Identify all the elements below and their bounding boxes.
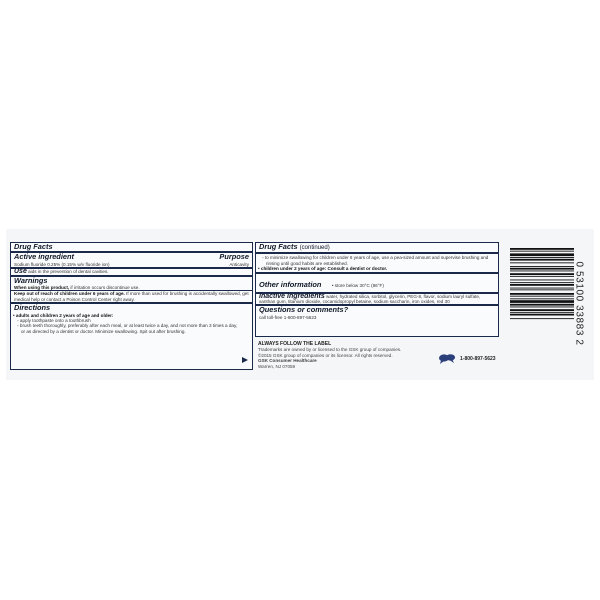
barcode-bar <box>510 312 574 313</box>
company-name-text: GSK Consumer Healthcare <box>258 358 317 364</box>
barcode-bar <box>510 307 574 308</box>
barcode-bar <box>510 304 574 306</box>
keep-out-bold: Keep out of reach of children under 6 years of age. <box>14 291 125 297</box>
purpose-text: Anticavity <box>229 261 249 267</box>
warnings-heading: Warnings <box>14 275 48 285</box>
barcode-bar <box>510 298 574 299</box>
continued-title-text: Drug Facts <box>259 242 298 251</box>
barcode-bar <box>510 266 574 267</box>
inactive-heading: Inactive ingredients <box>259 292 325 300</box>
barcode-bar <box>510 282 574 283</box>
active-ingredient-header-row <box>11 253 252 261</box>
inactive-text: water, hydrated silica, sorbitol, glycerin, PEG-8, flavor, sodium lauryl sulfate, xanthan gum, titanium dioxide, cocamidopropyl betaine, sodium saccharin, iron oxides, red 30 <box>259 293 481 305</box>
barcode-bar <box>510 293 574 295</box>
company-address: Warren, NJ 07059 <box>258 363 296 369</box>
drug-facts-continued-box <box>255 242 499 337</box>
use-text: aids in the prevention of dental cavities. <box>28 269 109 275</box>
continued-suffix: (continued) <box>299 245 330 251</box>
phone-number: 1-800-897-5623 <box>460 356 496 362</box>
keep-out-line <box>11 291 252 302</box>
barcode-digits <box>574 238 584 368</box>
children-under-2: • children under 2 years of age: Consult a dentist or doctor. <box>258 266 388 272</box>
barcode-bar <box>510 257 574 258</box>
drug-facts-title: Drug Facts <box>14 242 53 251</box>
keep-out-text: If more than used for brushing is accidentally swallowed, get medical help or contact a Poison Control Center right away. <box>14 291 249 302</box>
barcode-bar <box>510 253 574 256</box>
directions-heading: Directions <box>14 303 51 313</box>
drug-facts-continued-title <box>256 243 498 252</box>
when-using-text: if irritation occurs discontinue use. <box>70 285 140 291</box>
barcode-bar <box>510 259 574 261</box>
label-panel <box>6 229 594 380</box>
barcode-bar <box>510 318 574 319</box>
questions-heading: Questions or comments? <box>259 305 349 315</box>
other-info-heading: Other information <box>259 279 322 289</box>
section-rule <box>256 272 498 274</box>
continued-direction: ◦ to minimize swallowing for children under 6 years of age, use a pea-sized amount and supervise brushing and rinsing until good habits are established. <box>262 255 489 266</box>
barcode-bar <box>510 273 574 275</box>
active-ingredient-text: Sodium fluoride 0.25% (0.15% w/v fluoride ion) <box>14 261 110 267</box>
when-using-bold: When using this product, <box>14 285 70 291</box>
speech-bubbles-icon <box>438 353 456 365</box>
barcode-bar <box>510 296 574 297</box>
trademark-line-1: Trademarks are owned by or licensed to the GSK group of companies. <box>258 347 402 352</box>
directions-step-2: ◦ brush teeth thoroughly, preferably after each meal, or at least twice a day, and not more than 3 times a day, or as directed by a dentist or doctor. Minimize swallowing. Spit out after brushing. <box>17 323 238 334</box>
barcode-bar <box>510 271 574 272</box>
barcode-bar <box>510 268 574 270</box>
always-follow-label: ALWAYS FOLLOW THE LABEL <box>258 341 332 347</box>
questions-text: call toll-free 1-800-897-5623 <box>259 314 317 320</box>
barcode-bar <box>510 288 574 289</box>
barcode-digits-text: 0 53100 33883 2 <box>573 260 585 346</box>
barcode-bar <box>510 280 574 281</box>
barcode-bar <box>510 251 574 252</box>
barcode-bar <box>510 248 574 250</box>
barcode-bar <box>510 314 574 316</box>
drug-facts-box <box>10 242 253 370</box>
barcode-bar <box>510 276 574 277</box>
barcode-bar <box>510 262 574 263</box>
inactive-section <box>256 294 498 305</box>
phone-contact <box>438 353 496 365</box>
use-heading: Use <box>14 268 27 276</box>
trademark-line-2: ©2015 GSK group of companies or its licensor. All rights reserved. <box>258 352 393 358</box>
barcode-bar <box>510 284 574 286</box>
directions-adults: • adults and children 2 years of age and older: <box>13 312 114 318</box>
barcode-bar <box>510 300 574 303</box>
continued-arrow-icon <box>242 357 248 363</box>
barcode-bar <box>510 309 574 311</box>
purpose-heading: Purpose <box>219 252 249 262</box>
barcode-bar <box>510 289 574 290</box>
other-info-text: • store below 30°C (86°F) <box>331 282 384 288</box>
active-ingredient-heading: Active ingredient <box>14 252 74 262</box>
directions-step-1: ◦ apply toothpaste onto a toothbrush <box>17 318 91 324</box>
barcode <box>510 248 574 360</box>
